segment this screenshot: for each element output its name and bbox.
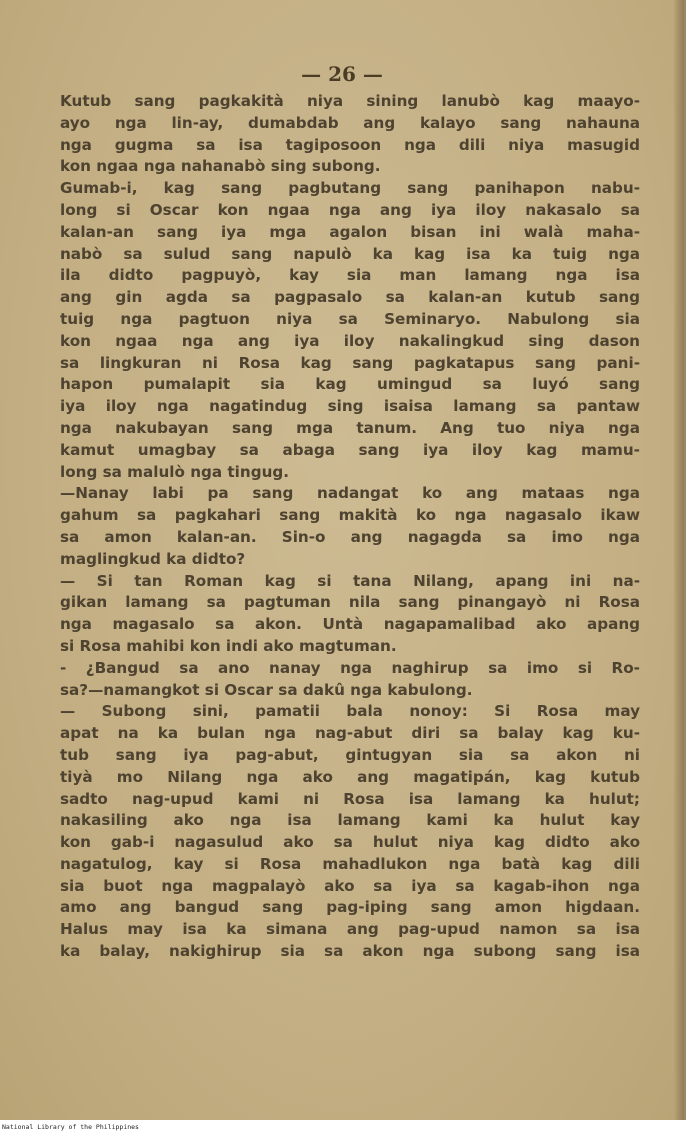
text-line: kamut umagbay sa abaga sang iya iloy kag mamu- [60, 440, 640, 459]
text-line: —Nanay labi pa sang nadangat ko ang mataas nga [60, 484, 640, 503]
text-line: kon ngaa nga nahanabò sing subong. [60, 157, 381, 176]
text-line: Gumab-i, kag sang pagbutang sang panihapon nabu- [60, 179, 640, 198]
text-line: ang gin agda sa pagpasalo sa kalan-an kutub sang [60, 288, 640, 307]
text-line: sadto nag-upud kami ni Rosa isa lamang ka hulut; [60, 789, 640, 808]
text-line: si Rosa mahibi kon indi ako magtuman. [60, 636, 397, 655]
text-line: Kutub sang pagkakità niya sining lanubò kag maayo- [60, 92, 640, 110]
text-line: nga magasalo sa akon. Untà nagapamalibad ako apang [60, 615, 640, 634]
text-line: ayo nga lin-ay, dumabdab ang kalayo sang nahauna [60, 113, 640, 132]
body-text [60, 91, 640, 963]
text-line: - ¿Bangud sa ano nanay nga naghirup sa imo si Ro- [60, 658, 640, 677]
text-line: hapon pumalapit sia kag umingud sa luyó sang [60, 375, 640, 394]
page-edge [674, 0, 684, 1120]
text-line: kon gab-i nagasulud ako sa hulut niya kag didto ako [60, 833, 640, 852]
page-number: — 26 — [301, 62, 383, 86]
text-line: nagatulog, kay si Rosa mahadlukon nga batà kag dili [60, 854, 640, 873]
text-line: nga gugma sa isa tagiposoon nga dili niya masugid [60, 135, 640, 154]
text-line: nakasiling ako nga isa lamang kami ka hulut kay [60, 811, 640, 830]
text-line: tuig nga pagtuon niya sa Seminaryo. Nabulong sia [60, 309, 640, 328]
text-line: amo ang bangud sang pag-iping sang amon higdaan. [60, 898, 640, 917]
text-line: nabò sa sulud sang napulò ka kag isa ka tuig nga [60, 244, 640, 263]
text-line: sa?—namangkot si Oscar sa dakû nga kabulong. [60, 680, 473, 699]
text-line: gikan lamang sa pagtuman nila sang pinangayò ni Rosa [60, 593, 640, 612]
text-line: sia buot nga magpalayò ako sa iya sa kagab-ihon nga [60, 876, 640, 895]
text-line: — Subong sini, pamatii bala nonoy: Si Rosa may [60, 702, 640, 721]
text-line: sa amon kalan-an. Sin-o ang nagagda sa imo nga [60, 527, 640, 546]
text-line: Halus may isa ka simana ang pag-upud namon sa isa [60, 920, 640, 939]
text-line: apat na ka bulan nga nag-abut diri sa balay kag ku- [60, 724, 640, 743]
text-line: iya iloy nga nagatindug sing isaisa lamang sa pantaw [60, 397, 640, 416]
text-line: long si Oscar kon ngaa nga ang iya iloy nakasalo sa [60, 200, 640, 219]
text-line: ka balay, nakighirup sia sa akon nga subong sang isa [60, 942, 640, 961]
text-line: kalan-an sang iya mga agalon bisan ini walà maha- [60, 222, 640, 241]
text-line: — Si tan Roman kag si tana Nilang, apang ini na- [60, 571, 640, 590]
text-line: sa lingkuran ni Rosa kag sang pagkatapus sang pani- [60, 353, 640, 372]
text-line: maglingkud ka didto? [60, 549, 246, 568]
text-line: gahum sa pagkahari sang makità ko nga nagasalo ikaw [60, 506, 640, 525]
text-line: nga nakubayan sang mga tanum. Ang tuo niya nga [60, 418, 640, 437]
library-credit: National Library of the Philippines [2, 1123, 139, 1131]
text-line: tiyà mo Nilang nga ako ang magatipán, kag kutub [60, 767, 640, 786]
text-line: ila didto pagpuyò, kay sia man lamang nga isa [60, 266, 640, 285]
text-line: kon ngaa nga ang iya iloy nakalingkud sing dason [60, 331, 640, 350]
text-line: long sa malulò nga tingug. [60, 462, 290, 481]
text-line: tub sang iya pag-abut, gintugyan sia sa akon ni [60, 745, 640, 764]
